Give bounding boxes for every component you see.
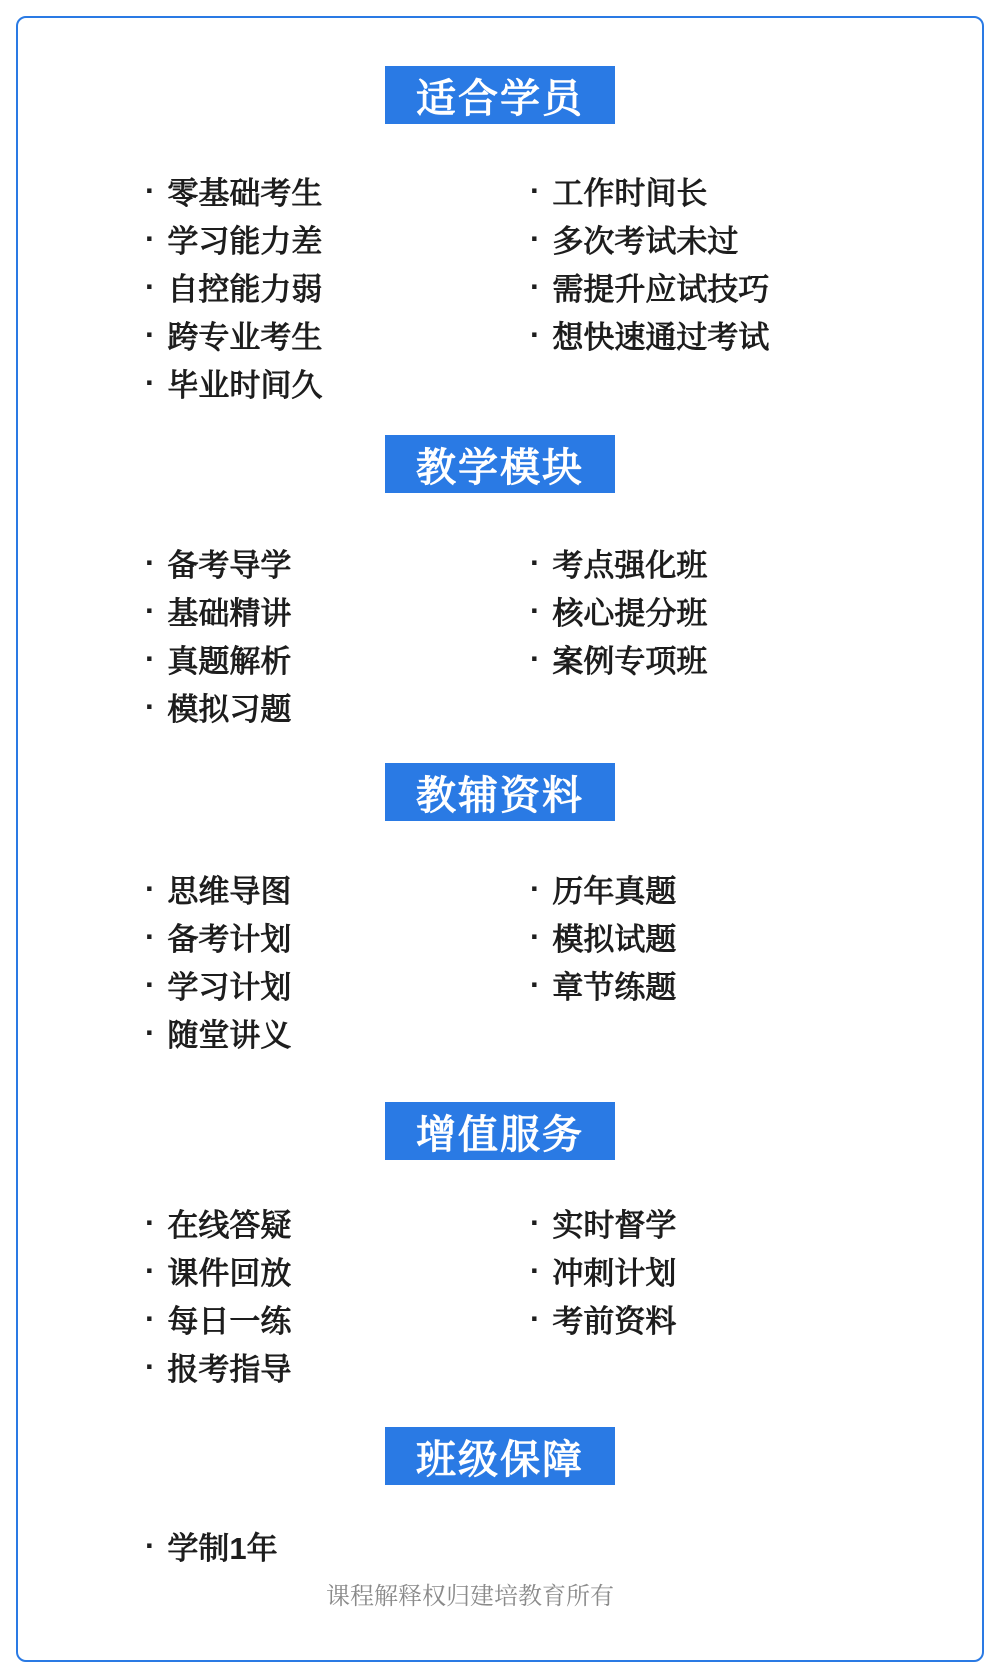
suitable-students-right-list — [530, 166, 769, 358]
section-title: 班级保障 — [416, 1437, 584, 1482]
bullet-dot-icon: · — [530, 870, 541, 906]
list-item-text: 核心提分班 — [552, 595, 708, 631]
list-item — [530, 538, 707, 586]
list-item-text: 冲刺计划 — [552, 1255, 677, 1291]
section-header-suitable-students — [385, 66, 615, 124]
list-item — [530, 960, 676, 1008]
bullet-dot-icon: · — [530, 640, 541, 676]
bullet-dot-icon: · — [145, 966, 156, 1002]
list-item — [530, 586, 707, 634]
bullet-dot-icon: · — [530, 1252, 541, 1288]
bullet-dot-icon: · — [145, 592, 156, 628]
section-header-teaching-modules — [385, 435, 615, 493]
class-guarantee-left-list — [145, 1521, 278, 1569]
bullet-dot-icon: · — [145, 364, 156, 400]
value-added-services-right-list — [530, 1198, 676, 1342]
list-item-text: 跨专业考生 — [167, 319, 323, 355]
copyright-note: 课程解释权归建培教育所有 — [326, 1583, 614, 1610]
bullet-dot-icon: · — [145, 640, 156, 676]
list-item — [530, 262, 769, 310]
list-item — [530, 214, 769, 262]
bullet-dot-icon: · — [145, 1300, 156, 1336]
list-item — [145, 1198, 291, 1246]
list-item-text: 考点强化班 — [552, 547, 708, 583]
section-title: 增值服务 — [416, 1112, 584, 1157]
list-item-text: 学习能力差 — [167, 223, 323, 259]
list-item-text: 自控能力弱 — [167, 271, 323, 307]
list-item-text: 案例专项班 — [552, 643, 708, 679]
list-item — [145, 864, 291, 912]
list-item-text: 备考导学 — [167, 547, 292, 583]
bullet-dot-icon: · — [145, 918, 156, 954]
list-item-text: 在线答疑 — [167, 1207, 292, 1243]
list-item-text: 工作时间长 — [552, 175, 708, 211]
list-item-text: 基础精讲 — [167, 595, 292, 631]
study-materials-right-list — [530, 864, 676, 1008]
bullet-dot-icon: · — [530, 172, 541, 208]
section-title: 教辅资料 — [416, 773, 584, 818]
list-item-text: 真题解析 — [167, 643, 292, 679]
list-item — [145, 682, 291, 730]
list-item — [145, 310, 322, 358]
list-item-text: 随堂讲义 — [167, 1017, 292, 1053]
bullet-dot-icon: · — [530, 268, 541, 304]
list-item-text: 历年真题 — [552, 873, 677, 909]
list-item-text: 思维导图 — [167, 873, 292, 909]
list-item — [145, 1246, 291, 1294]
list-item — [530, 1294, 676, 1342]
list-item — [145, 586, 291, 634]
bullet-dot-icon: · — [145, 268, 156, 304]
list-item — [145, 214, 322, 262]
bullet-dot-icon: · — [530, 1300, 541, 1336]
list-item — [145, 912, 291, 960]
list-item — [530, 1246, 676, 1294]
list-item — [530, 864, 676, 912]
bullet-dot-icon: · — [145, 1348, 156, 1384]
list-item — [530, 166, 769, 214]
section-title: 适合学员 — [416, 76, 584, 121]
list-item-text: 章节练题 — [552, 969, 677, 1005]
bullet-dot-icon: · — [530, 918, 541, 954]
section-header-study-materials — [385, 763, 615, 821]
list-item — [530, 1198, 676, 1246]
teaching-modules-right-list — [530, 538, 707, 682]
bullet-dot-icon: · — [145, 1014, 156, 1050]
section-header-class-guarantee — [385, 1427, 615, 1485]
list-item — [145, 538, 291, 586]
list-item — [530, 634, 707, 682]
list-item — [530, 912, 676, 960]
teaching-modules-left-list — [145, 538, 291, 730]
list-item-text: 模拟习题 — [167, 691, 292, 727]
bullet-dot-icon: · — [145, 870, 156, 906]
bullet-dot-icon: · — [145, 688, 156, 724]
bullet-dot-icon: · — [145, 316, 156, 352]
list-item-text: 考前资料 — [552, 1303, 677, 1339]
list-item — [145, 960, 291, 1008]
bullet-dot-icon: · — [530, 966, 541, 1002]
bullet-dot-icon: · — [530, 316, 541, 352]
bullet-dot-icon: · — [145, 172, 156, 208]
list-item — [145, 166, 322, 214]
bullet-dot-icon: · — [145, 1252, 156, 1288]
list-item-text: 零基础考生 — [167, 175, 323, 211]
list-item-text: 模拟试题 — [552, 921, 677, 957]
list-item-text: 备考计划 — [167, 921, 292, 957]
list-item — [145, 1008, 291, 1056]
suitable-students-left-list — [145, 166, 322, 406]
list-item-text: 毕业时间久 — [167, 367, 323, 403]
list-item — [145, 1342, 291, 1390]
bullet-dot-icon: · — [145, 1527, 156, 1563]
list-item-text: 多次考试未过 — [552, 223, 739, 259]
bullet-dot-icon: · — [530, 220, 541, 256]
bullet-dot-icon: · — [530, 1204, 541, 1240]
study-materials-left-list — [145, 864, 291, 1056]
list-item — [145, 358, 322, 406]
bullet-dot-icon: · — [145, 220, 156, 256]
list-item — [145, 1521, 278, 1569]
list-item-text: 课件回放 — [167, 1255, 292, 1291]
list-item — [530, 310, 769, 358]
list-item-text: 报考指导 — [167, 1351, 292, 1387]
list-item — [145, 634, 291, 682]
list-item — [145, 1294, 291, 1342]
bullet-dot-icon: · — [530, 592, 541, 628]
section-header-value-added-services — [385, 1102, 615, 1160]
list-item-text: 需提升应试技巧 — [552, 271, 770, 307]
section-title: 教学模块 — [416, 445, 584, 490]
list-item-text: 想快速通过考试 — [552, 319, 770, 355]
bullet-dot-icon: · — [145, 1204, 156, 1240]
bullet-dot-icon: · — [530, 544, 541, 580]
list-item-text: 实时督学 — [552, 1207, 677, 1243]
bullet-dot-icon: · — [145, 544, 156, 580]
list-item-text: 学制1年 — [167, 1530, 278, 1566]
list-item-text: 学习计划 — [167, 969, 292, 1005]
list-item-text: 每日一练 — [167, 1303, 292, 1339]
list-item — [145, 262, 322, 310]
value-added-services-left-list — [145, 1198, 291, 1390]
